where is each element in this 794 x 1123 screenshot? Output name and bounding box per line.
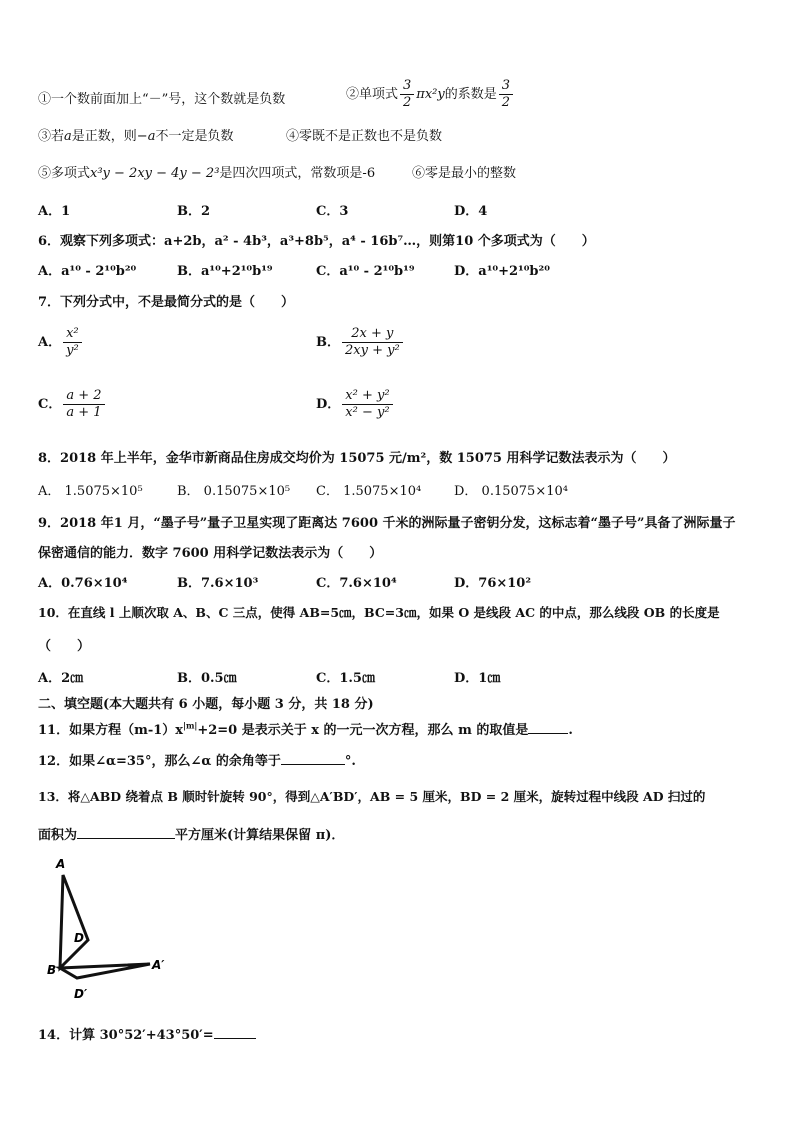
q12-answer-blank[interactable] [281,752,345,765]
statement-2 [346,78,515,111]
q14-answer-blank[interactable] [214,1026,256,1039]
q14: 14．计算 30°52′+43°50′= [38,1024,256,1043]
statement-2-mid: 的系数是 [444,87,497,102]
q7-option-d[interactable]: D． $\frac{\text{x² + y²}}{\text{x² − y²}}$ [316,388,395,421]
statement-2-prefix: ②单项式 [346,87,399,102]
fraction-answer: $\frac{3}{2}$ [499,78,513,111]
option-b[interactable]: B．2 [177,204,211,219]
q6-option-d[interactable]: D．a¹⁰+2¹⁰b²⁰ [454,264,550,279]
option-d[interactable]: D．4 [454,204,488,219]
rotation-figure [44,850,184,1010]
statement-6: ⑥零是最小的整数 [412,166,517,181]
option-a[interactable]: A．1 [38,204,71,219]
q6-stem: 6．观察下列多项式：a+2b，a² - 4b³，a³+8b⁵，a⁴ - 16b⁷…，则第10 个多项式为（ ） [38,234,595,249]
statement-3: ③若a是正数，则−a不一定是负数 [38,129,234,144]
q8-stem: 8．2018 年上半年，金华市新商品住房成交均价为 15075 元/m²，数 15075 用科学记数法表示为（ ） [38,451,676,466]
q9-option-b[interactable]: B．7.6×10³ [177,576,259,591]
q9-option-c[interactable]: C．7.6×10⁴ [316,576,397,591]
q11-answer-blank[interactable] [528,721,568,734]
q7-option-c[interactable]: C． $\frac{a + 2}{a + 1}$ [38,388,107,421]
q13-stem-line1: 13．将△ABD 绕着点 B 顺时针旋转 90°，得到△A′BD′，AB = 5 厘米，BD = 2 厘米，旋转过程中线段 AD 扫过的 [38,789,706,804]
q8-option-a[interactable]: A． 1.5075×10⁵ [38,484,143,499]
q10-option-d[interactable]: D．1㎝ [454,671,501,686]
q7-option-b[interactable]: B． $\frac{2x + y}{\text{2xy + y²}}$ [316,326,405,359]
q12: 12．如果∠α=35°，那么∠α 的余角等于 °. [38,754,356,769]
q8-option-b[interactable]: B． 0.15075×10⁵ [177,484,291,499]
q10-option-c[interactable]: C．1.5㎝ [316,671,375,686]
q11: 11．如果方程$(m-1)x^{|m|}+2=0$ 是表示关于 x 的一元一次方程，那么 m 的取值是 . [38,720,573,738]
q9-stem-line1: 9．2018 年1 月，“墨子号”量子卫星实现了距离达 7600 千米的洲际量子密钥分发，这标志着“墨子号”具备了洲际量子 [38,516,736,531]
q7-stem: 7．下列分式中，不是最简分式的是（ ） [38,295,295,310]
label-d-prime: D′ [74,987,88,1001]
q7-option-a[interactable]: A． $\frac{\text{x²}}{\text{y²}}$ [38,326,84,359]
triangle-abd [60,875,88,968]
label-a: A [56,857,66,871]
q10-stem-line2: （ ） [38,639,91,654]
q10-stem-line1: 10．在直线 l 上顺次取 A、B、C 三点，使得 AB=5㎝，BC=3㎝，如果 O 是线段 AC 的中点，那么线段 OB 的长度是 [38,605,720,620]
q9-option-a[interactable]: A．0.76×10⁴ [38,576,128,591]
q13-stem-line2: 面积为 平方厘米(计算结果保留 π)． [38,828,345,843]
option-c[interactable]: C．3 [316,204,349,219]
monomial: πx²y [416,87,445,102]
q10-option-b[interactable]: B．0.5㎝ [177,671,237,686]
label-d: D [74,931,84,945]
q13-answer-blank[interactable] [77,826,175,839]
q6-option-b[interactable]: B．a¹⁰+2¹⁰b¹⁹ [177,264,273,279]
q8-option-d[interactable]: D． 0.15075×10⁴ [454,484,568,499]
statement-4: ④零既不是正数也不是负数 [286,129,443,144]
q9-stem-line2: 保密通信的能力．数字 7600 用科学记数法表示为（ ） [38,546,383,561]
q10-option-a[interactable]: A．2㎝ [38,671,84,686]
fraction-3-over-2: $\frac{3}{2}$ [400,78,414,111]
q8-option-c[interactable]: C． 1.5075×10⁴ [316,484,422,499]
q6-option-c[interactable]: C．a¹⁰ - 2¹⁰b¹⁹ [316,264,415,279]
q6-option-a[interactable]: A．a¹⁰ - 2¹⁰b²⁰ [38,264,137,279]
statement-1: ①一个数前面加上“－”号，这个数就是负数 [38,92,286,107]
label-b: B [47,963,57,977]
statement-5: ⑤多项式x³y − 2xy − 4y − 2³是四次四项式，常数项是-6 [38,166,376,181]
section-2-heading: 二、填空题(本大题共有 6 小题，每小题 3 分，共 18 分) [38,697,374,712]
q9-option-d[interactable]: D．76×10² [454,576,532,591]
triangle-a2bd2 [60,964,150,978]
label-a-prime: A′ [152,958,165,972]
